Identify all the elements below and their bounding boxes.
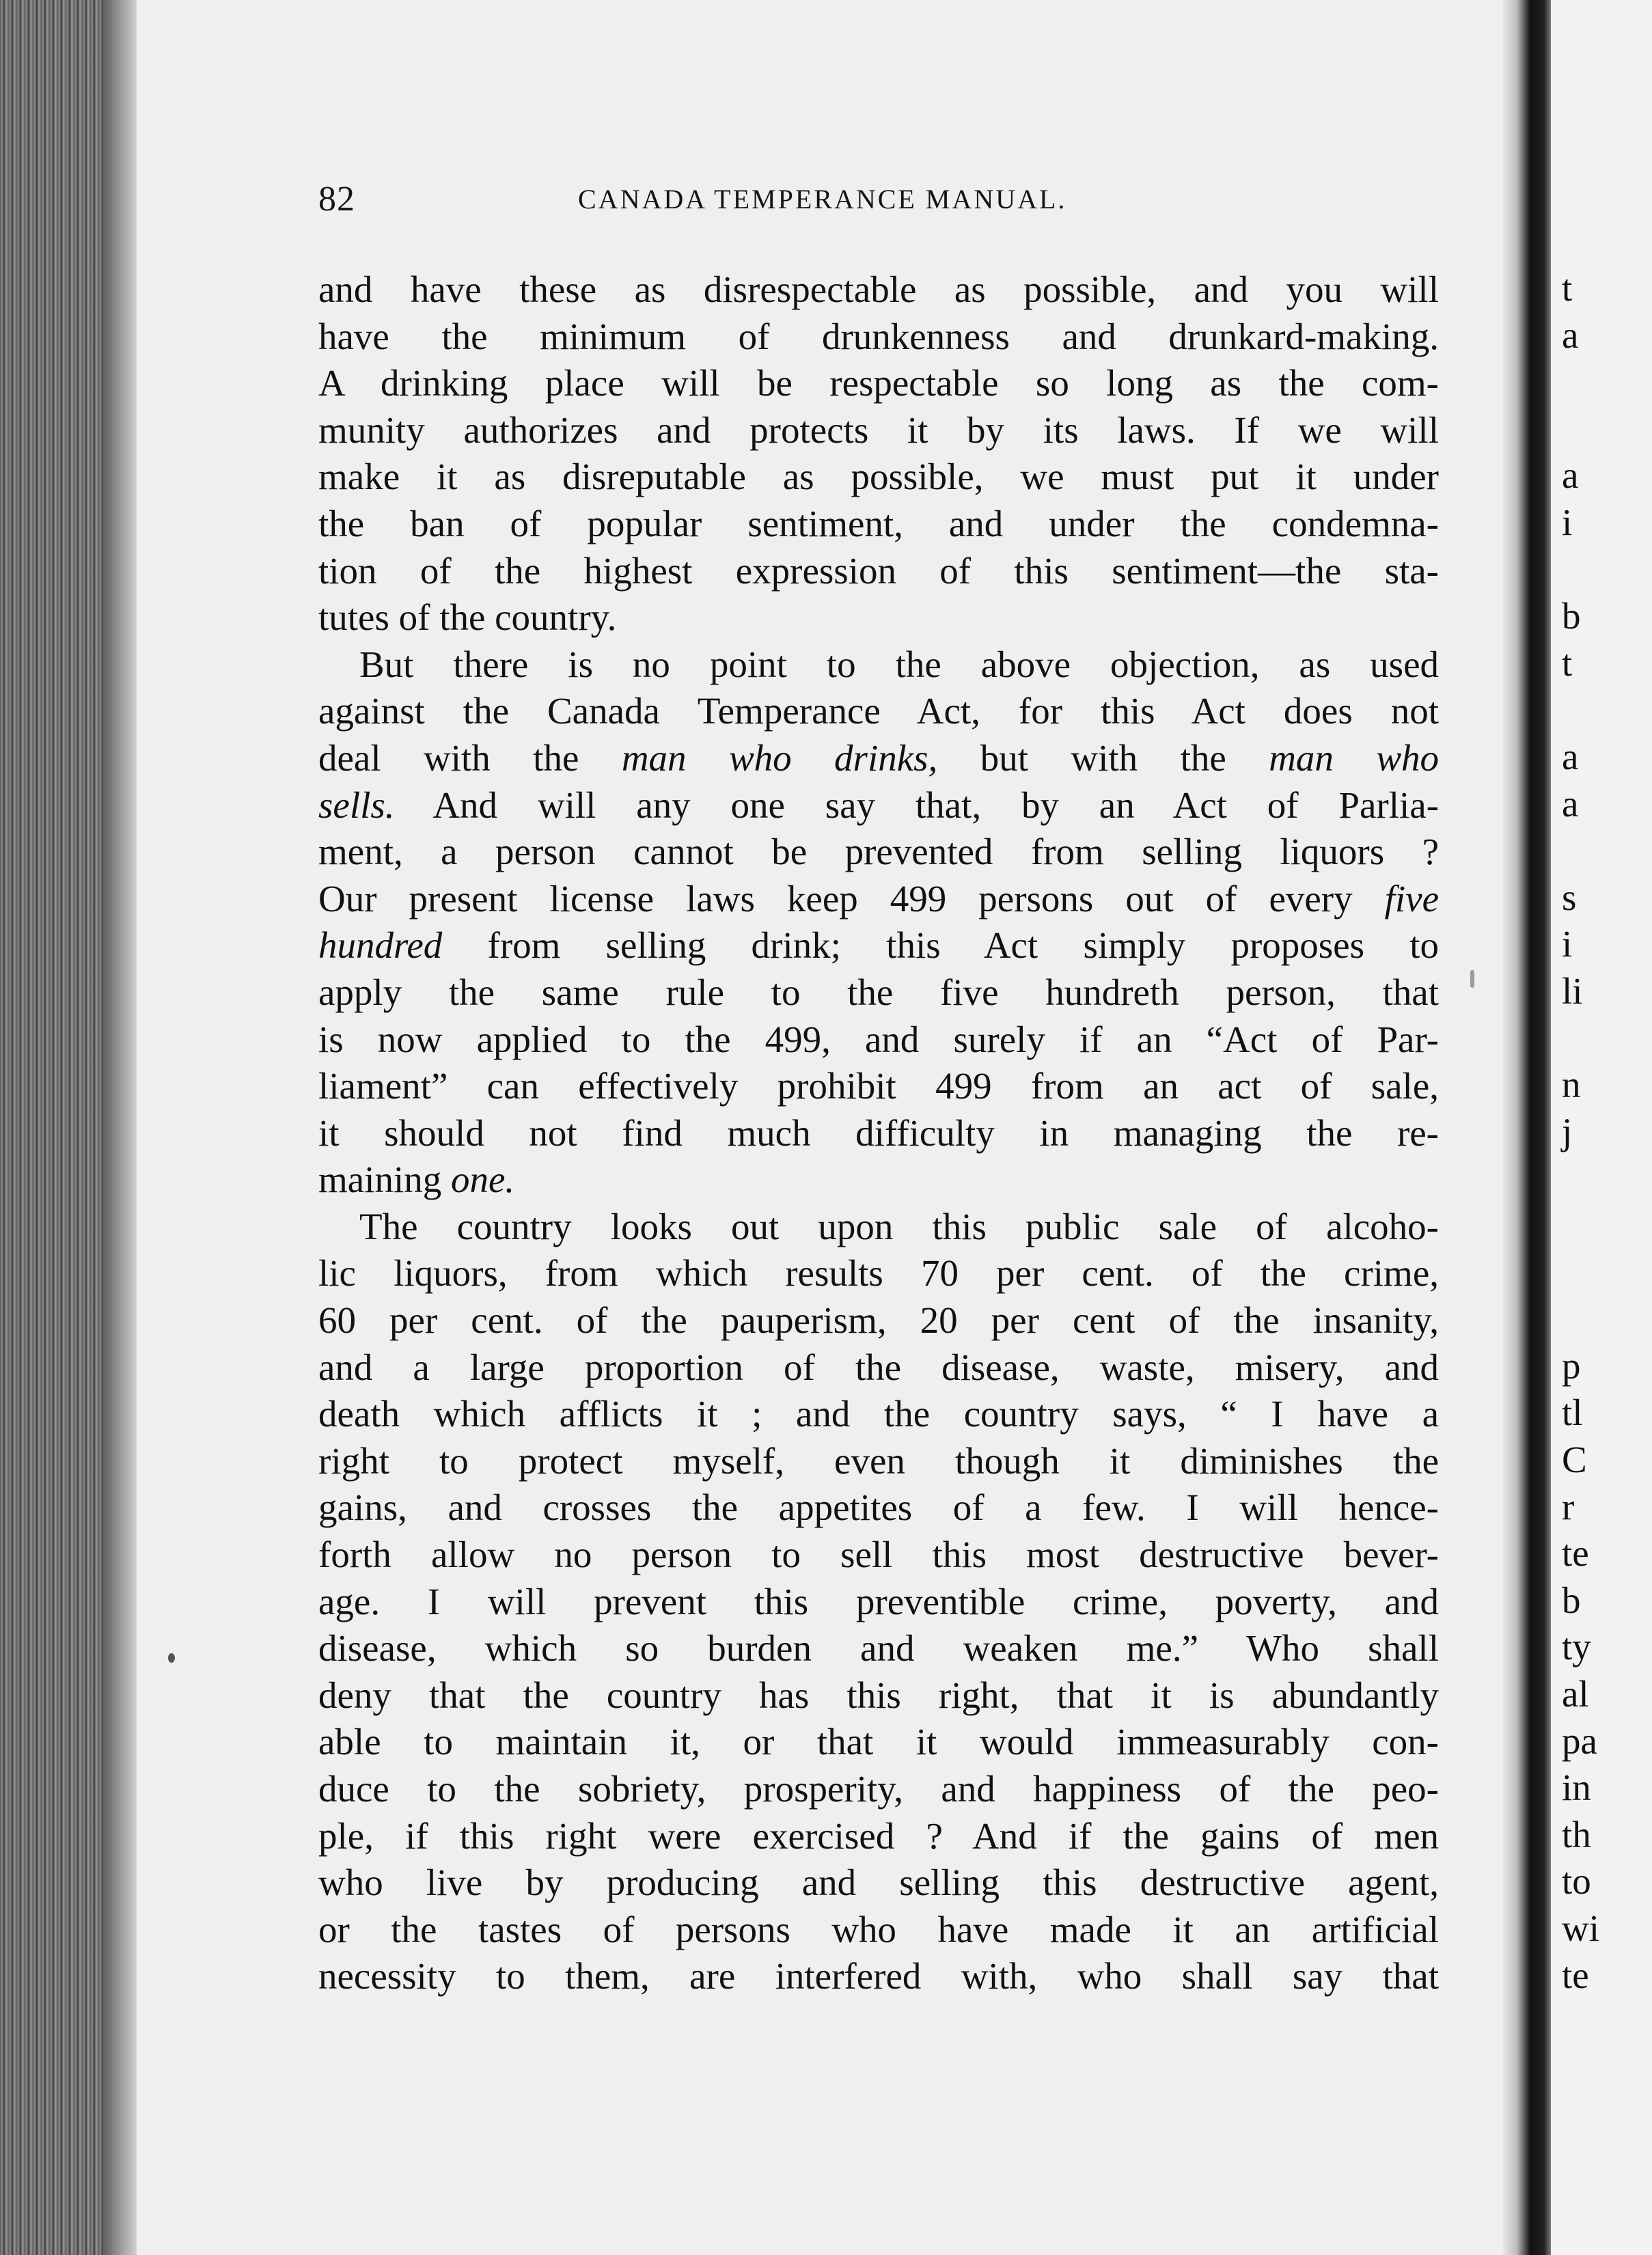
text-line [318, 1110, 1439, 1157]
page-number: 82 [318, 180, 355, 219]
text-segment: lic liquors, from which results 70 per cent. of the crime, [318, 1252, 1439, 1295]
facing-page-fragment: tl [1562, 1392, 1583, 1434]
text-segment: gains, and crosses the appetites of a few. I will hence- [318, 1486, 1439, 1529]
text-segment: death which afflicts it ; and the country says, “ I have a [318, 1393, 1439, 1435]
italic-text: man who [1269, 736, 1440, 779]
facing-page-fragment: wi [1562, 1907, 1599, 1949]
facing-page-fragment: al [1562, 1673, 1589, 1715]
text-segment: make it as disreputable as possible, we must put it under [318, 456, 1439, 498]
text-segment: or the tastes of persons who have made it an artificial [318, 1908, 1439, 1950]
text-segment: apply the same rule to the five hundreth person, that [318, 971, 1439, 1013]
facing-page-fragment: i [1562, 923, 1573, 965]
text-segment: munity authorizes and protects it by its laws. If we will [318, 409, 1439, 451]
text-line [318, 1766, 1439, 1813]
running-title: CANADA TEMPERANCE MANUAL. [578, 184, 1067, 215]
italic-text: one. [451, 1159, 515, 1201]
text-segment: deny that the country has this right, that it is abundantly [318, 1674, 1439, 1716]
text-line [318, 782, 1439, 829]
text-line [318, 1907, 1439, 1954]
text-segment: forth allow no person to sell this most destructive bever- [318, 1534, 1439, 1576]
text-segment: against the Canada Temperance Act, for this Act does not [318, 690, 1439, 732]
facing-page-fragment: t [1562, 267, 1573, 309]
text-line [318, 1953, 1439, 2000]
facing-page-fragment: in [1562, 1767, 1591, 1809]
book-gutter [1503, 0, 1558, 2255]
text-segment: is now applied to the 499, and surely if an “Act of Par- [318, 1018, 1439, 1060]
text-line [318, 1719, 1439, 1766]
facing-page-fragment: a [1562, 736, 1579, 777]
facing-page-fragment: C [1562, 1439, 1587, 1480]
facing-page-fragment: j [1562, 1110, 1573, 1152]
text-line [318, 1438, 1439, 1485]
text-line [318, 922, 1439, 969]
text-line [318, 1344, 1439, 1392]
text-line [318, 829, 1439, 876]
text-segment: but with the [937, 736, 1269, 779]
facing-page-fragment: li [1562, 970, 1583, 1012]
body-text [318, 266, 1439, 2000]
text-line [318, 266, 1439, 314]
italic-text: hundred [318, 924, 443, 967]
text-line [318, 360, 1439, 407]
text-line [318, 1532, 1439, 1579]
text-line [318, 1391, 1439, 1438]
facing-page-fragment: b [1562, 595, 1581, 637]
text-segment: tion of the highest expression of this sentiment—the sta- [318, 549, 1439, 592]
facing-page-fragment: te [1562, 1532, 1589, 1575]
text-segment: maining [318, 1159, 452, 1201]
facing-page-fragment: a [1562, 454, 1579, 497]
text-segment: 60 per cent. of the pauperism, 20 per cent of the insanity, [318, 1299, 1439, 1342]
text-line [318, 594, 1439, 641]
text-segment: deal with the [318, 736, 622, 779]
text-segment: ment, a person cannot be prevented from selling liquors ? [318, 831, 1439, 873]
text-line [318, 1063, 1439, 1110]
text-line [318, 641, 1439, 689]
text-segment: from selling drink; this Act simply proposes to [442, 924, 1439, 967]
text-line [318, 688, 1439, 735]
facing-page-fragment: t [1562, 641, 1573, 684]
text-line [318, 1250, 1439, 1297]
facing-page-fragment: r [1562, 1485, 1575, 1527]
ink-speck [1470, 970, 1474, 988]
text-line [318, 1484, 1439, 1532]
text-segment: have the minimum of drunkenness and drunkard-making. [318, 315, 1439, 357]
text-line [318, 1625, 1439, 1672]
text-segment: who live by producing and selling this destructive agent, [318, 1862, 1439, 1904]
text-segment: duce to the sobriety, prosperity, and happiness of the peo- [318, 1768, 1439, 1810]
facing-page-fragment: i [1562, 501, 1573, 543]
text-segment: But there is no point to the above objection, as used [359, 643, 1439, 685]
text-line [318, 1859, 1439, 1907]
italic-text: man who drinks, [621, 736, 938, 779]
facing-page-fragment: s [1562, 876, 1577, 918]
text-segment: and have these as disrespectable as possible, and you will [318, 268, 1439, 310]
text-line [318, 876, 1439, 923]
facing-page-fragment: n [1562, 1064, 1581, 1106]
text-segment: The country looks out upon this public sale of alcoho- [359, 1205, 1439, 1247]
text-line [318, 548, 1439, 595]
text-line [318, 314, 1439, 361]
facing-page-fragment: a [1562, 314, 1579, 356]
facing-page-fragment: to [1562, 1860, 1591, 1903]
facing-page-fragment: b [1562, 1579, 1581, 1621]
running-head [318, 179, 1439, 227]
ink-speck [168, 1653, 175, 1663]
facing-page [1551, 0, 1652, 2255]
facing-page-fragment: pa [1562, 1719, 1597, 1762]
text-segment: right to protect myself, even though it diminishes the [318, 1439, 1439, 1482]
text-line [318, 1204, 1439, 1251]
text-segment: able to maintain it, or that it would immeasurably con- [318, 1721, 1439, 1763]
text-segment: and a large proportion of the disease, waste, misery, and [318, 1346, 1439, 1388]
text-line [318, 407, 1439, 454]
text-segment: Our present license laws keep 499 persons out of every [318, 877, 1385, 919]
facing-page-fragment: ty [1562, 1626, 1591, 1668]
text-segment: A drinking place will be respectable so long as the com- [318, 362, 1439, 404]
text-line [318, 1579, 1439, 1626]
text-line [318, 735, 1439, 782]
text-segment: it should not find much difficulty in managing the re- [318, 1111, 1439, 1154]
text-segment: the ban of popular sentiment, and under the condemna- [318, 502, 1439, 544]
text-segment: age. I will prevent this preventible crime, poverty, and [318, 1580, 1439, 1622]
text-line [318, 1813, 1439, 1860]
text-segment: And will any one say that, by an Act of Parlia- [394, 784, 1439, 826]
italic-text: five [1384, 877, 1439, 919]
text-segment: ple, if this right were exercised ? And if the gains of men [318, 1814, 1439, 1857]
text-line [318, 1672, 1439, 1719]
text-segment: disease, which so burden and weaken me.” Who shall [318, 1627, 1439, 1670]
facing-page-fragment: te [1562, 1954, 1589, 1996]
text-segment: liament” can effectively prohibit 499 from an act of sale, [318, 1065, 1439, 1107]
text-line [318, 1297, 1439, 1344]
text-line [318, 1016, 1439, 1064]
facing-page-fragment: a [1562, 782, 1579, 825]
facing-page-fragment: th [1562, 1813, 1591, 1855]
facing-page-fragment: p [1562, 1344, 1581, 1387]
text-segment: tutes of the country. [318, 596, 617, 639]
text-segment: necessity to them, are interfered with, who shall say that [318, 1955, 1439, 1997]
text-line [318, 454, 1439, 501]
text-line [318, 1157, 1439, 1204]
text-line [318, 501, 1439, 548]
text-line [318, 969, 1439, 1016]
italic-text: sells. [318, 784, 395, 826]
